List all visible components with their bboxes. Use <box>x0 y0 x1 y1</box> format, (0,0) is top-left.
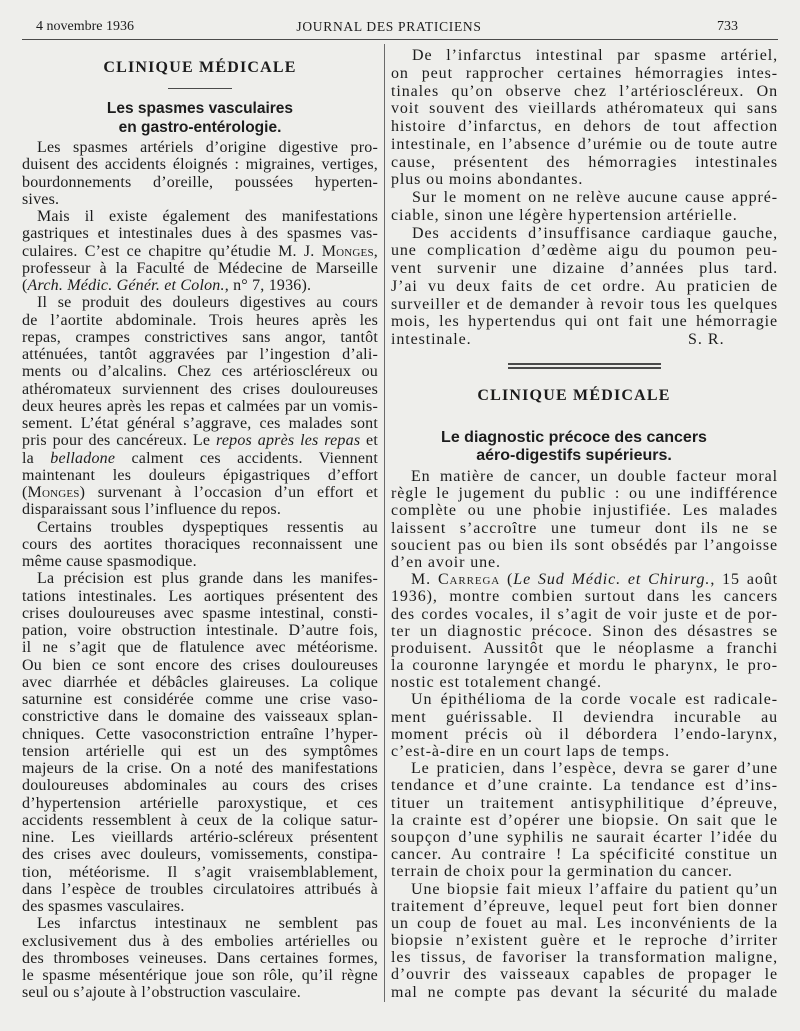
paragraph <box>22 139 378 208</box>
text-line: cause, présentent des hémorragies intestinales <box>391 153 778 171</box>
paragraph <box>391 760 778 880</box>
text-line: d’hypertension artérielle paroxystique, et ces <box>22 794 378 812</box>
right-column-continued-article <box>391 47 778 349</box>
text-line: majeurs de la crise. On a noté des manifestations <box>22 760 378 777</box>
author-initials: S. R. <box>688 331 725 348</box>
paragraph <box>391 189 778 225</box>
article-separator-rule <box>508 363 661 365</box>
text-line: intestinale. <box>391 331 472 348</box>
text-line: ments ou d’alcalins. Chez ces artérioscléreux ou <box>22 363 378 381</box>
paragraph <box>391 691 778 760</box>
text-line: soupçon d’une syphilis ne saurait écarter l’idée du <box>391 828 778 846</box>
article-title-line: Les spasmes vasculaires <box>106 100 294 117</box>
text-line: biopsie n’existent guère et le reproche d’irriter <box>391 932 778 950</box>
italic-text: belladone <box>50 449 116 467</box>
text-line: un coup de fouet au mal. Les inconvénients de la <box>391 914 778 932</box>
text-line: tinales qu’on observe chez l’artérioscléreux. On <box>391 82 778 100</box>
paragraph <box>22 915 378 1001</box>
text-line: la couronne laryngée et mordu le pharynx, le pro- <box>391 657 778 675</box>
text-line: la crainte est d’opérer une biopsie. On sait que le <box>391 811 778 829</box>
right-column-body <box>391 468 778 1001</box>
text-line: La précision est plus grande dans les manifes- <box>37 570 378 588</box>
paragraph <box>22 519 378 571</box>
text-line: c’est-à-dire en un court laps de temps. <box>391 743 671 760</box>
text-line: deux heures après les repas et calmées par un vomis- <box>22 397 378 415</box>
issue-date: 4 novembre 1936 <box>36 19 134 34</box>
text-line: chniques. Cette vasoconstriction entraîne l’hyper- <box>22 725 378 743</box>
text-line: la belladone calment ces accidents. Viennent <box>22 449 378 467</box>
text-line: Mais il existe également des manifestations <box>37 208 378 225</box>
text-line: Le praticien, dans l’espèce, devra se garer d’une <box>411 760 778 778</box>
text-line: Les infarctus intestinaux ne semblent pas <box>37 915 378 933</box>
text-line: nine. Les vieillards artério-scléreux présentent <box>22 829 378 846</box>
text-line: atténuées, tantôt aggravées par l’ingestion d’ali- <box>22 346 378 363</box>
text-line: crises douloureuses avec spasme intestinal, consti- <box>22 604 378 622</box>
text-line: même cause spasmodique. <box>22 553 197 570</box>
text-line: plus ou moins abondantes. <box>391 171 584 189</box>
text-line: Il se produit des douleurs digestives au cours <box>37 294 378 312</box>
text-line: une complication d’œdème aigu du poumon peu- <box>391 242 778 260</box>
paragraph <box>391 47 778 189</box>
text-line: maintenant les douleurs épigastriques d’effort <box>22 466 378 484</box>
text-line: (Monges) survenant à l’occasion d’un effort et <box>22 484 378 501</box>
text-line: cancer. Au contraire ! La spécificité constitue un <box>391 846 778 864</box>
text-line: J’ai vu deux faits de cet ordre. Au praticien de <box>391 277 778 295</box>
text-line: des crises avec douleurs, vomissements, constipa- <box>22 846 378 864</box>
italic-text: Le Sud Médic. et Chirurg. <box>513 571 711 589</box>
text-line: Certains troubles dyspeptiques ressentis au <box>37 518 378 536</box>
text-line: de l’aortite abdominale. Trois heures après les <box>22 311 378 329</box>
text-line: tion, météorisme. Il s’agit vraisemblablement, <box>22 863 378 881</box>
text-line: gastriques et intestinales dues à des spasmes vas- <box>22 225 378 243</box>
article-title-right <box>390 429 758 465</box>
text-line: M. Carrega (Le Sud Médic. et Chirurg., 15 août <box>411 571 778 589</box>
text-line: tituer un traitement antisyphilitique d’épreuve, <box>391 794 778 812</box>
text-line: 1936), montre combien surtout dans les cancers <box>391 588 778 606</box>
text-line: disparaissant sous l’influence du repos. <box>22 501 282 519</box>
italic-text: Arch. Médic. Génér. et Colon. <box>27 277 225 294</box>
text-line: il ne s’agit que de flatulence avec météorisme. <box>22 639 378 657</box>
text-line: le spasme mésentérique joue son rôle, qu’il règne <box>22 967 378 984</box>
text-line: moment précis où il débordera l’endo-larynx, <box>391 725 778 743</box>
text-line: accidents ressemblent à ceux de la colique satur- <box>22 811 378 829</box>
text-line: surveiller et de demander à revoir tous les quelques <box>391 295 778 313</box>
paragraph <box>22 208 378 294</box>
text-line: on peut rapprocher certaines hémorragies intes- <box>391 64 778 82</box>
text-line: voit souvent des vieillards athéromateux qui sans <box>391 100 778 118</box>
article-title-left <box>22 99 378 137</box>
text-line: Un épithélioma de la corde vocale est radicale- <box>411 691 778 709</box>
column-divider <box>384 44 385 1002</box>
text-line: sives. <box>22 190 60 208</box>
text-line: exclusivement dus à des embolies artérielles ou <box>22 932 378 950</box>
page-number: 733 <box>717 19 738 34</box>
text-line: Sur le moment on ne relève aucune cause appré- <box>412 189 778 206</box>
text-line: saturnine est considérée comme une crise vaso- <box>22 691 378 708</box>
text-line: duisent des accidents éloignés : migraines, vertiges, <box>22 156 378 174</box>
text-line: douloureuses abdominales au cours des crises <box>22 777 378 795</box>
article-title-line: en gastro-entérologie. <box>118 119 282 136</box>
text-line: Une biopsie fait mieux l’affaire du patient qu’un <box>411 880 778 898</box>
text-line: soucient pas ou bien ils sont obsédés par l’angoisse <box>391 536 778 554</box>
paragraph <box>22 570 378 915</box>
article-title-line: Le diagnostic précoce des cancers <box>441 429 707 446</box>
section-heading-right: CLINIQUE MÉDICALE <box>477 387 671 404</box>
text-line: sement. L’état général s’aggrave, ces malades sont <box>22 415 378 432</box>
paragraph <box>391 571 778 691</box>
text-line: En matière de cancer, un double facteur moral <box>411 468 778 485</box>
text-line: ter un diagnostic précoce. Sinon des désastres se <box>391 622 778 640</box>
text-line: histoire d’infarctus, en dehors de tout affection <box>391 118 778 135</box>
text-line: nostic est totalement changé. <box>391 674 602 692</box>
text-line: professeur à la Faculté de Médecine de Marseille <box>22 259 378 277</box>
text-line: d’en avoir une. <box>391 553 501 571</box>
text-line: règle le jugement du public : ou une indifférence <box>391 485 778 503</box>
text-line: repas, crampes constrictives sans angor, tantôt <box>22 328 378 346</box>
text-line: Les spasmes artériels d’origine digestive pro- <box>37 139 378 156</box>
text-line: pation, voire obstruction intestinale. D’autre fois, <box>22 622 378 639</box>
header-rule <box>22 39 778 40</box>
small-caps-name: Monges <box>27 484 80 501</box>
text-line: mois, les hypertendus qui ont fait une hémorragie <box>391 313 778 331</box>
text-line: vent survenir une dizaine d’années plus tard. <box>391 260 778 277</box>
text-line: (Arch. Médic. Génér. et Colon., n° 7, 1936). <box>22 277 312 294</box>
text-line: De l’infarctus intestinal par spasme artériel, <box>412 47 778 64</box>
text-line: avec diarrhée et débâcles glaireuses. La colique <box>22 673 378 691</box>
section-heading-underline <box>168 88 232 89</box>
left-column-body <box>22 139 378 1002</box>
text-line: culaires. C’est ce chapitre qu’étudie M. J. Monges, <box>22 242 378 260</box>
text-line: bourdonnements d’oreille, poussées hyperten- <box>22 173 378 191</box>
text-line: des thromboses veineuses. Dans certaines formes, <box>22 949 378 967</box>
journal-name: JOURNAL DES PRATICIENS <box>296 19 482 34</box>
text-line: les tissus, de favoriser la transformation maligne, <box>391 949 778 967</box>
text-line: mal ne compte pas devant la sécurité du malade <box>391 983 778 1001</box>
text-line: traitement d’épreuve, lequel peut fort bien donner <box>391 897 778 915</box>
text-line: des spasmes vasculaires. <box>22 898 185 915</box>
text-line: constrictive dans le domaine des vaisseaux splan- <box>22 708 378 726</box>
section-heading-left: CLINIQUE MÉDICALE <box>103 59 297 76</box>
text-line: ciable, sinon une légère hypertension artérielle. <box>391 206 738 224</box>
paragraph <box>22 294 378 518</box>
italic-text: repos après les repas <box>215 432 361 450</box>
text-line: laissent s’accroître une tumeur dont ils ne se <box>391 519 778 537</box>
article-separator-rule <box>508 367 661 369</box>
text-line: ment guérissable. Il deviendra incurable au <box>391 708 778 726</box>
paragraph <box>391 881 778 1001</box>
text-line: d’ouvrir des vaisseaux capables de propager le <box>391 966 778 984</box>
text-line: tendance et d’une crainte. La tendance est d’ins- <box>391 777 778 795</box>
text-line: produisent. Aussitôt que le néoplasme a franchi <box>391 639 778 657</box>
paragraph <box>391 468 778 571</box>
text-line: tension artérielle qui est un des symptômes <box>22 742 378 760</box>
small-caps-name: Monges <box>321 242 374 260</box>
text-line: pris pour des cancéreux. Le repos après les repas et <box>22 432 378 450</box>
text-line: tations intestinales. Les aortiques présentent des <box>22 587 378 605</box>
article-title-line: aéro-digestifs supérieurs. <box>476 447 672 464</box>
text-line: Des accidents d’insuffisance cardiaque gauche, <box>412 224 778 242</box>
text-line: Ou bien ce sont encore des crises douloureuses <box>22 656 378 674</box>
text-line: athéromateux surviennent des crises douloureuses <box>22 380 378 398</box>
text-line: seul ou s’ajoute à l’obstruction vasculaire. <box>22 984 301 1002</box>
text-line: complète ou une phobie injustifiée. Les malades <box>391 502 778 520</box>
text-line: des cordes vocales, il s’agit de voir juste et de por- <box>391 605 778 623</box>
text-line: intestinale, en l’absence d’urémie ou de toute autre <box>391 135 778 153</box>
text-line: dans l’espèce de troubles circulatoires attribués à <box>22 880 378 898</box>
text-line: terrain de choix pour la germination du cancer. <box>391 863 733 881</box>
text-line: cours des aortites thoraciques reconnaissent une <box>22 535 378 553</box>
small-caps-name: Carrega <box>437 571 501 589</box>
